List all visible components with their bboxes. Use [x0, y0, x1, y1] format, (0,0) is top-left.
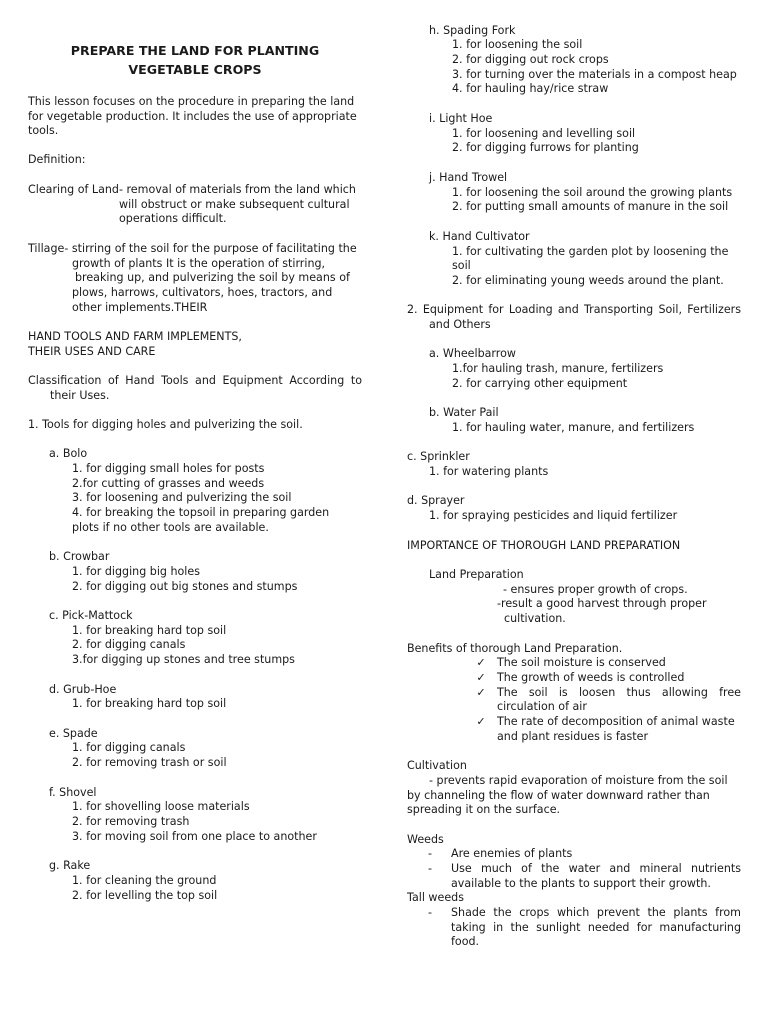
tool-use: 1.for hauling trash, manure, fertilizers	[452, 362, 664, 375]
benefit-text: The rate of decomposition of animal waste	[497, 715, 735, 728]
tall-weeds-heading: Tall weeds	[407, 891, 464, 904]
tool-name-crowbar: b. Crowbar	[49, 550, 110, 563]
tool-name-sprinkler: c. Sprinkler	[407, 450, 470, 463]
intro-line: for vegetable production. It includes the use of appropriate	[28, 110, 357, 123]
benefit-text: The growth of weeds is controlled	[497, 671, 685, 684]
dash-bullet: -	[427, 906, 432, 919]
hand-tools-heading: THEIR USES AND CARE	[28, 345, 156, 358]
tool-use: 2. for removing trash	[72, 815, 190, 828]
land-preparation-point: -result a good harvest through proper	[497, 597, 707, 610]
tool-use: 1. for shovelling loose materials	[72, 800, 250, 813]
tool-name-bolo: a. Bolo	[49, 447, 88, 460]
document-title-line-2: VEGETABLE CROPS	[128, 62, 262, 77]
document-title-line-1: PREPARE THE LAND FOR PLANTING	[70, 43, 320, 58]
tool-name-sprayer: d. Sprayer	[407, 494, 465, 507]
tillage-definition-line: plows, harrows, cultivators, hoes, tractors, and	[72, 286, 333, 299]
check-icon: ✓	[476, 656, 486, 669]
tool-name-shovel: f. Shovel	[49, 786, 97, 799]
classification-line: Classification of Hand Tools and Equipment According to	[28, 374, 362, 387]
tool-use: 2. for levelling the top soil	[72, 889, 218, 902]
digging-tools-heading: 1. Tools for digging holes and pulverizing the soil.	[28, 418, 303, 431]
benefit-text: The soil moisture is conserved	[497, 656, 666, 669]
tool-name-rake: g. Rake	[49, 859, 91, 872]
tool-use: 2. for eliminating young weeds around the plant.	[452, 274, 724, 287]
weeds-text: available to the plants to support their growth.	[451, 877, 711, 890]
tool-name-grub-hoe: d. Grub-Hoe	[49, 683, 117, 696]
tool-use: 2. for removing trash or soil	[72, 756, 227, 769]
tool-name-pick-mattock: c. Pick-Mattock	[49, 609, 133, 622]
tool-use: 1. for digging canals	[72, 741, 186, 754]
tall-weeds-text: taking in the sunlight needed for manufacturing	[451, 921, 741, 934]
tool-use: 2. for digging furrows for planting	[452, 141, 639, 154]
tool-use: 1. for watering plants	[429, 465, 549, 478]
cultivation-heading: Cultivation	[407, 759, 467, 772]
check-icon: ✓	[476, 686, 486, 699]
dash-bullet: -	[427, 847, 432, 860]
intro-line: tools.	[28, 124, 59, 137]
tool-use: 2. for carrying other equipment	[452, 377, 628, 390]
tool-use: 4. for hauling hay/rice straw	[452, 82, 609, 95]
definition-label: Definition:	[28, 153, 86, 166]
weeds-text: Use much of the water and mineral nutrients	[451, 862, 741, 875]
land-preparation-point: - ensures proper growth of crops.	[503, 583, 688, 596]
tall-weeds-text: food.	[451, 935, 480, 948]
hand-tools-heading: HAND TOOLS AND FARM IMPLEMENTS,	[28, 330, 242, 343]
intro-line: This lesson focuses on the procedure in preparing the land	[28, 95, 355, 108]
benefits-heading: Benefits of thorough Land Preparation.	[407, 642, 623, 655]
tool-use: 1. for breaking hard top soil	[72, 697, 227, 710]
tool-use: 4. for breaking the topsoil in preparing garden	[72, 506, 330, 519]
tool-name-water-pail: b. Water Pail	[429, 406, 499, 419]
tillage-definition-line: Tillage- stirring of the soil for the purpose of facilitating the	[28, 242, 357, 255]
classification-line: their Uses.	[50, 389, 110, 402]
tillage-definition-line: growth of plants It is the operation of stirring,	[72, 257, 326, 270]
tool-name-wheelbarrow: a. Wheelbarrow	[429, 347, 516, 360]
equipment-heading: and Others	[429, 318, 491, 331]
tool-use: 2.for cutting of grasses and weeds	[72, 477, 265, 490]
benefit-text: circulation of air	[497, 700, 587, 713]
clearing-definition-line: Clearing of Land- removal of materials from the land which	[28, 183, 356, 196]
tool-name-spade: e. Spade	[49, 727, 98, 740]
cultivation-text: by channeling the flow of water downward rather than	[407, 789, 710, 802]
tool-use: 2. for digging out big stones and stumps	[72, 580, 298, 593]
tool-use: 1. for cleaning the ground	[72, 874, 217, 887]
tool-use: 2. for putting small amounts of manure in the soil	[452, 200, 729, 213]
check-icon: ✓	[476, 671, 486, 684]
tool-use: 1. for spraying pesticides and liquid fertilizer	[429, 509, 678, 522]
tool-use: 2. for digging canals	[72, 638, 186, 651]
clearing-definition-line: operations difficult.	[119, 212, 227, 225]
tool-use: soil	[452, 259, 471, 272]
tool-use: 1. for loosening the soil around the growing plants	[452, 186, 733, 199]
tool-name-spading-fork: h. Spading Fork	[429, 24, 516, 37]
clearing-definition-line: will obstruct or make subsequent cultural	[119, 198, 350, 211]
tool-use: 1. for digging big holes	[72, 565, 200, 578]
tillage-definition-line: breaking up, and pulverizing the soil by means of	[75, 271, 350, 284]
tool-name-hand-trowel: j. Hand Trowel	[429, 171, 508, 184]
tool-name-light-hoe: i. Light Hoe	[429, 112, 493, 125]
dash-bullet: -	[427, 862, 432, 875]
cultivation-text: spreading it on the surface.	[407, 803, 561, 816]
tool-use: 3. for loosening and pulverizing the soil	[72, 491, 292, 504]
weeds-text: Are enemies of plants	[451, 847, 573, 860]
tool-use: 1. for breaking hard top soil	[72, 624, 227, 637]
tool-use: 3. for turning over the materials in a compost heap	[452, 68, 737, 81]
tillage-definition-line: other implements.THEIR	[72, 301, 208, 314]
tool-use: 3. for moving soil from one place to another	[72, 830, 317, 843]
tool-use: plots if no other tools are available.	[72, 521, 269, 534]
tool-use: 2. for digging out rock crops	[452, 53, 609, 66]
tool-use: 1. for digging small holes for posts	[72, 462, 265, 475]
tool-use: 1. for cultivating the garden plot by loosening the	[452, 245, 729, 258]
tool-use: 1. for hauling water, manure, and fertilizers	[452, 421, 695, 434]
equipment-heading: 2. Equipment for Loading and Transporting Soil, Fertilizers	[407, 303, 741, 316]
tool-use: 1. for loosening the soil	[452, 38, 583, 51]
land-preparation-label: Land Preparation	[429, 568, 524, 581]
importance-heading: IMPORTANCE OF THOROUGH LAND PREPARATION	[407, 539, 681, 552]
tall-weeds-text: Shade the crops which prevent the plants from	[451, 906, 741, 919]
tool-use: 3.for digging up stones and tree stumps	[72, 653, 295, 666]
benefit-text: and plant residues is faster	[497, 730, 649, 743]
weeds-heading: Weeds	[407, 833, 444, 846]
check-icon: ✓	[476, 715, 486, 728]
cultivation-text: - prevents rapid evaporation of moisture from the soil	[429, 774, 728, 787]
benefit-text: The soil is loosen thus allowing free	[497, 686, 741, 699]
tool-use: 1. for loosening and levelling soil	[452, 127, 636, 140]
tool-name-hand-cultivator: k. Hand Cultivator	[429, 230, 530, 243]
land-preparation-point: cultivation.	[504, 612, 566, 625]
